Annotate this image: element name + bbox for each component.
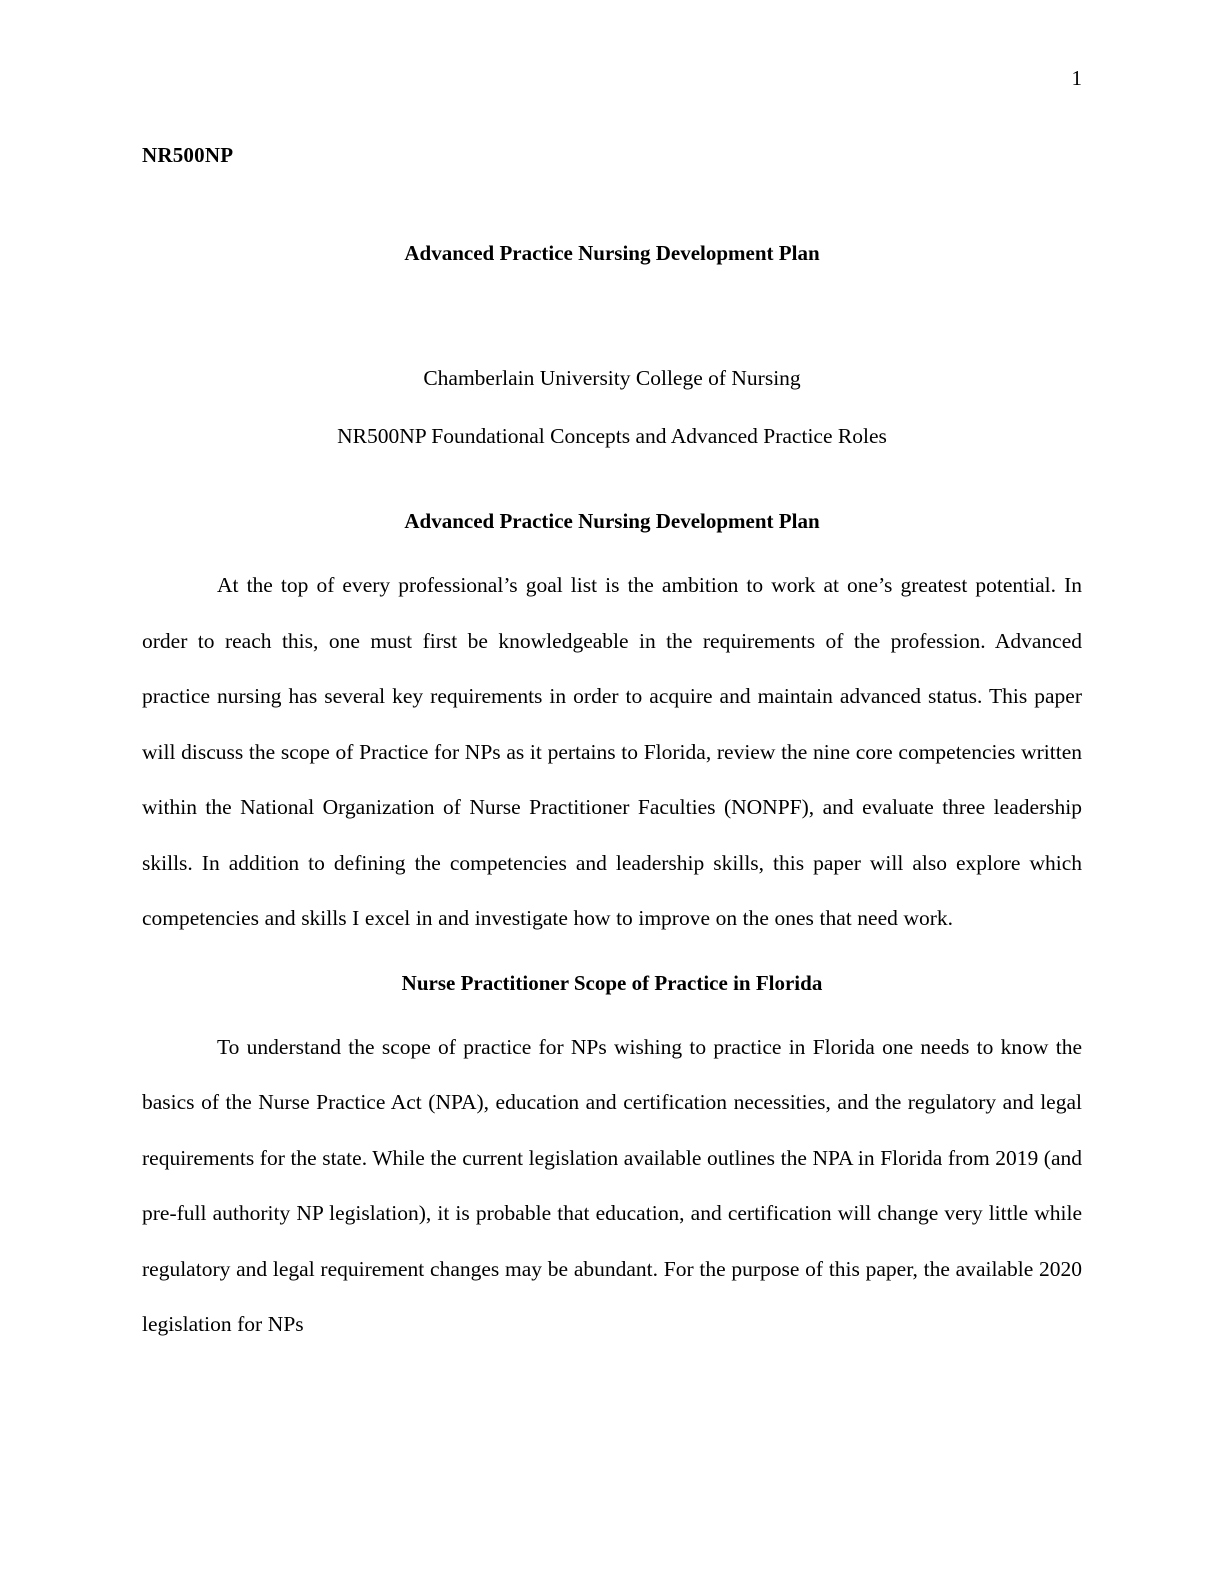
section-heading-scope: Nurse Practitioner Scope of Practice in Florida: [401, 970, 823, 995]
page-number: 1: [1071, 66, 1082, 90]
paragraph-intro: At the top of every professional’s goal list is the ambition to work at one’s greatest potential. In order to reach this, one must first be knowledgeable in the requirements of the profession. Advanced practice nursing has several key requirements in order to acquire and maintain advanced status. This paper will discuss the scope of Practice for NPs as it pertains to Florida, review the nine core competencies written within the National Organization of Nurse Practitioner Faculties (NONPF), and evaluate three leadership skills. In addition to defining the competencies and leadership skills, this paper will also explore which competencies and skills I excel in and investigate how to improve on the ones that need work.: [142, 573, 1082, 930]
running-head: NR500NP: [142, 143, 234, 167]
course-line: NR500NP Foundational Concepts and Advanced Practice Roles: [337, 423, 887, 448]
paper-title: Advanced Practice Nursing Development Plan: [404, 241, 820, 265]
heading-gap-1: [142, 532, 1082, 558]
paragraph-scope: To understand the scope of practice for NPs wishing to practice in Florida one needs to know the basics of the Nurse Practice Act (NPA), education and certification necessities, and the regulatory and legal requirements for the state. While the current legislation available outlines the NPA in Florida from 2019 (and pre-full authority NP legislation), it is probable that education, and certification will change very little while regulatory and legal requirement changes may be abundant. For the purpose of this paper, the available 2020 legislation for NPs: [142, 1034, 1083, 1336]
heading-gap-2: [142, 994, 1082, 1020]
paragraph-gap-1: [142, 947, 1082, 973]
title-spacer: [142, 264, 1082, 368]
institution-line: Chamberlain University College of Nursing: [423, 366, 801, 390]
section-heading-intro: Advanced Practice Nursing Development Plan: [404, 509, 820, 533]
document-body: [142, 243, 1082, 1353]
institution-spacer: [142, 390, 1082, 426]
course-spacer: [142, 447, 1082, 511]
